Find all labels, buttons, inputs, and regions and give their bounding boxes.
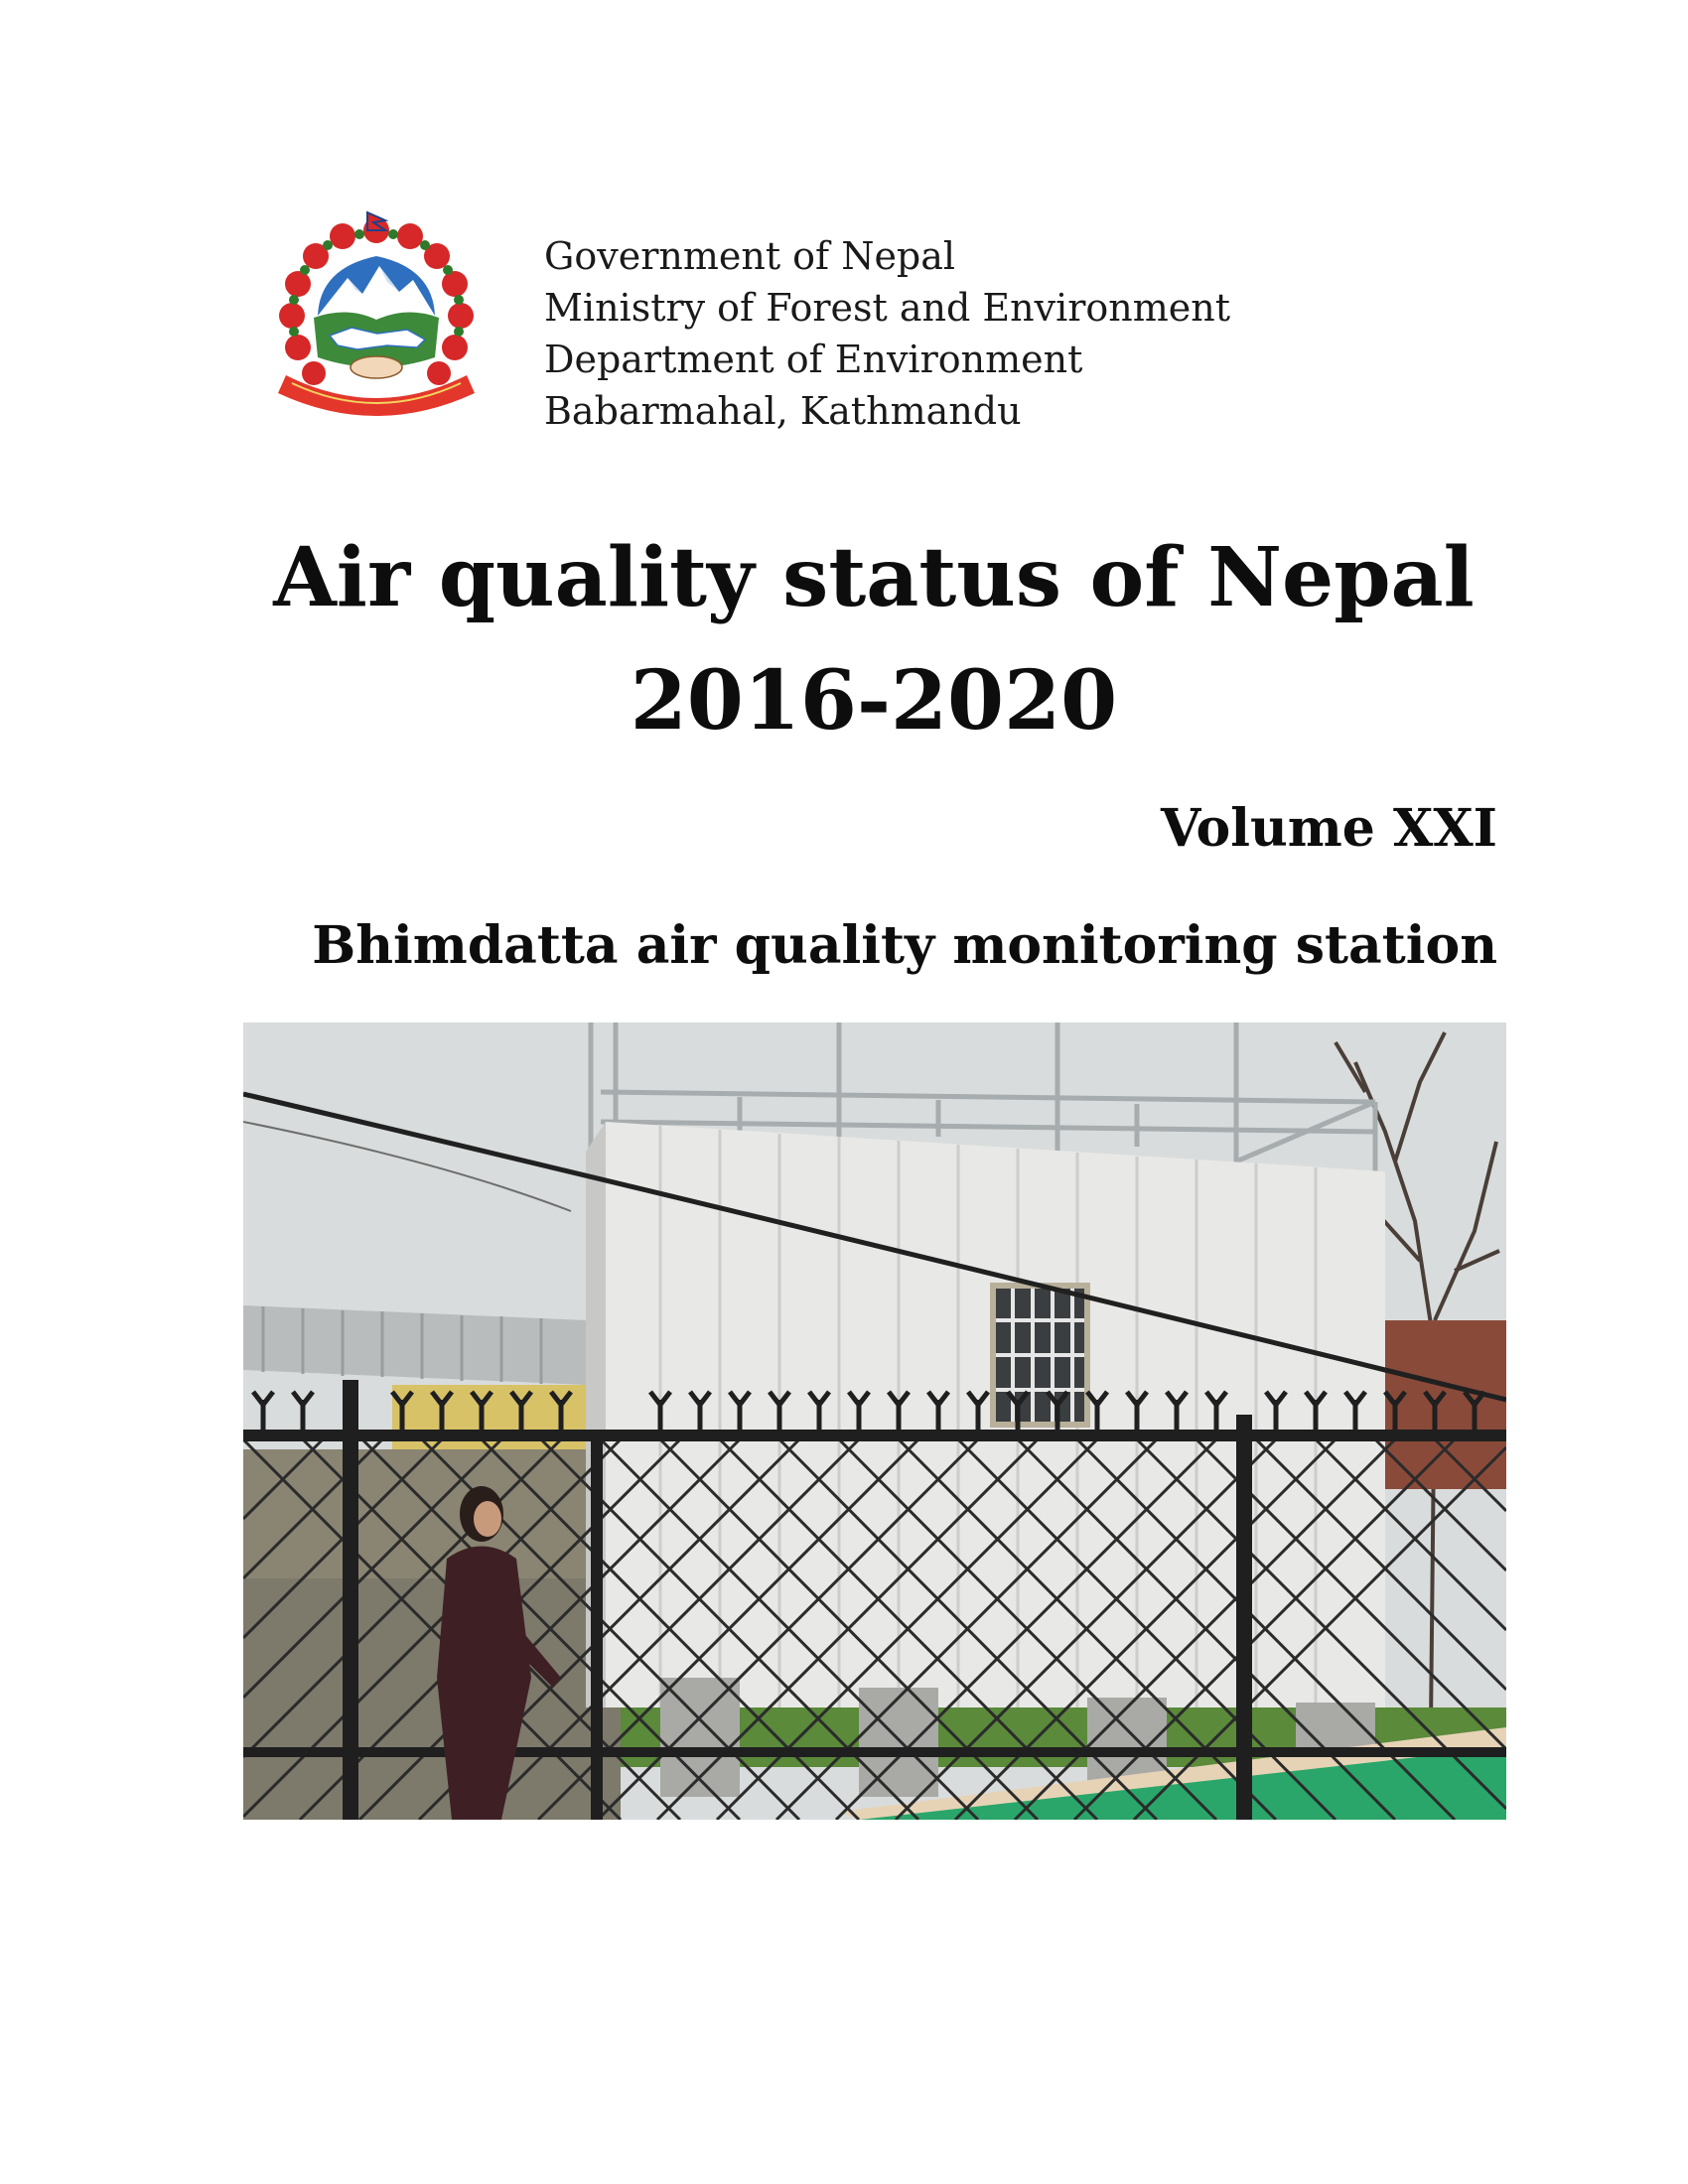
monitoring-station-photo xyxy=(243,1023,1506,1820)
organization-block xyxy=(544,230,1338,437)
org-line-department: Department of Environment xyxy=(544,338,1083,381)
org-line-address: Babarmahal, Kathmandu xyxy=(544,389,1022,433)
station-name: Bhimdatta air quality monitoring station xyxy=(312,915,1497,976)
report-title xyxy=(199,516,1549,762)
volume-label: Volume XXI xyxy=(1160,798,1497,859)
report-title-line-1: Air quality status of Nepal xyxy=(273,530,1475,625)
org-line-government: Government of Nepal xyxy=(544,234,956,278)
org-line-ministry: Ministry of Forest and Environment xyxy=(544,286,1231,330)
nepal-national-emblem-icon xyxy=(268,208,485,425)
report-title-years: 2016-2020 xyxy=(630,653,1118,749)
